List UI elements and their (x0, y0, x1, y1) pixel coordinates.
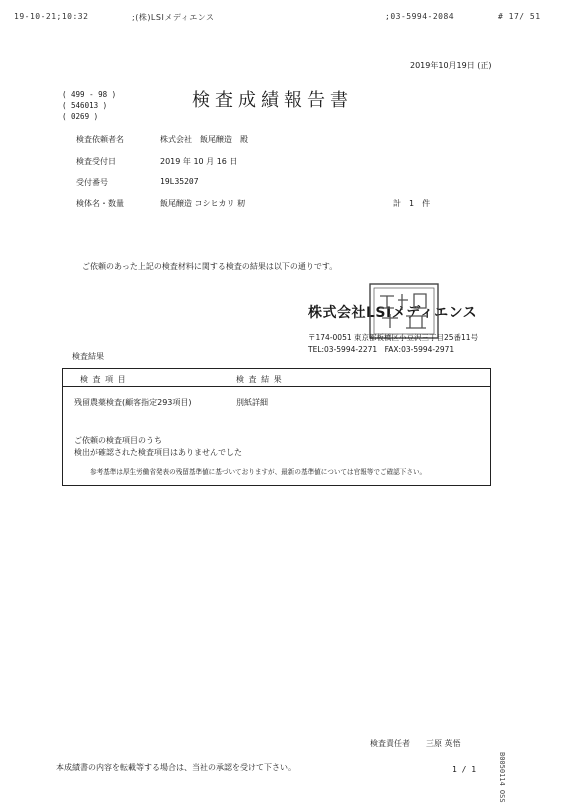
company-address: 〒174-0051 東京都板橋区小豆沢三丁目25番11号 (308, 333, 479, 342)
fax-timestamp: 19-10-21;10:32 (14, 12, 89, 21)
report-title: 検査成績報告書 (192, 90, 353, 111)
column-header-item: 検 査 項 目 (80, 375, 127, 384)
result-item-1: 残留農薬検査(顧客指定293項目) (74, 398, 192, 407)
fax-number: ;03-5994-2084 (385, 12, 455, 21)
column-header-result: 検 査 結 果 (236, 375, 283, 384)
ref-code-1: ( 499 - 98 ) (62, 90, 117, 99)
ref-code-3: ( 0269 ) (62, 112, 99, 121)
result-note-1: ご依頼の検査項目のうち (74, 436, 162, 445)
receipt-no-value: 19L35207 (160, 177, 199, 186)
received-value: 2019 年 10 月 16 日 (160, 157, 238, 166)
result-value-1: 別紙詳細 (236, 398, 268, 407)
result-reference-note: 参考基準は厚生労働省発表の残留基準値に基づいておりますが、最新の基準値については官報等でご確認下さい。 (90, 468, 427, 476)
requester-value: 株式会社 飯尾醸造 殿 (160, 135, 248, 144)
disclaimer-text: 本成績書の内容を転載等する場合は、当社の承認を受けて下さい。 (56, 763, 296, 772)
notice-text: ご依頼のあった上記の検査材料に関する検査の結果は以下の通りです。 (82, 262, 338, 271)
responsible-name: 三原 英悟 (426, 739, 461, 748)
requester-label: 検査依頼者名 (76, 135, 124, 144)
sample-count: 計 1 件 (393, 199, 431, 208)
results-header-divider (62, 386, 491, 387)
ref-code-2: ( 546013 ) (62, 101, 108, 110)
company-name: 株式会社LSIメディエンス (308, 305, 478, 321)
result-note-2: 検出が確認された検査項目はありませんでした (74, 448, 242, 457)
responsible-label: 検査責任者 (370, 739, 410, 748)
results-section-label: 検査結果 (72, 352, 104, 361)
company-tel-fax: TEL:03-5994-2271 FAX:03-5994-2971 (308, 345, 455, 354)
receipt-no-label: 受付番号 (76, 178, 108, 187)
fax-page: # 17/ 51 (498, 12, 541, 21)
side-code: B0050114 OSS (498, 752, 506, 803)
received-label: 検査受付日 (76, 157, 116, 166)
sample-value: 飯尾醸造 コシヒカリ 籾 (160, 199, 246, 208)
report-date: 2019年10月19日 (正) (410, 61, 492, 70)
page-of: 1 / 1 (452, 765, 477, 774)
sample-label: 検体名・数量 (76, 199, 124, 208)
fax-sender: ;(株)LSIメディエンス (132, 13, 215, 22)
